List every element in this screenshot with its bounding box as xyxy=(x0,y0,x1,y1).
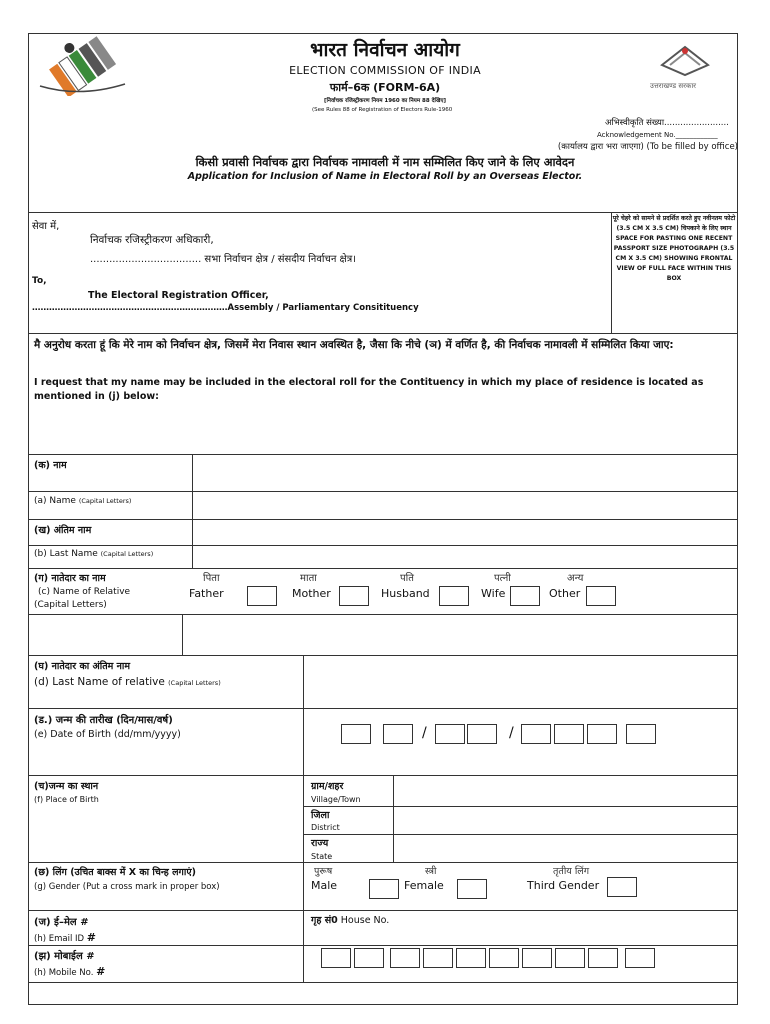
mobile-digit-box[interactable] xyxy=(522,948,552,968)
field-f-english: (f) Place of Birth xyxy=(34,795,99,804)
field-b-english: (b) Last Name xyxy=(34,549,98,559)
request-english: I request that my name may be included in the electoral roll for the Contituency in which my place of residence is located as mentioned in (j) below: xyxy=(34,377,704,402)
relative-last-name-input-area[interactable] xyxy=(305,657,736,707)
relation-wife-english: Wife xyxy=(481,587,506,600)
field-i-english: (h) Mobile No. xyxy=(34,968,94,978)
divider xyxy=(28,655,738,656)
office-note: (कार्यालय द्वारा भरा जाएगा) (To be filled by office) xyxy=(557,142,738,152)
mobile-digit-box[interactable] xyxy=(625,948,655,968)
divider xyxy=(28,708,738,709)
village-input[interactable] xyxy=(395,777,736,805)
dob-day-digit-1[interactable] xyxy=(341,724,371,744)
state-hindi: राज्य xyxy=(311,838,329,849)
relative-name-input-area[interactable] xyxy=(184,616,736,654)
relation-husband-checkbox[interactable] xyxy=(439,586,469,606)
gender-third-hindi: तृतीय लिंग xyxy=(553,866,590,877)
district-input[interactable] xyxy=(395,808,736,833)
mobile-digit-box[interactable] xyxy=(354,948,384,968)
application-title-english: Application for Inclusion of Name in Electoral Roll by an Overseas Elector. xyxy=(187,171,583,182)
ero-hindi: निर्वाचक रजिस्ट्रीकरण अधिकारी, xyxy=(90,234,214,246)
photo-box[interactable] xyxy=(612,214,736,284)
last-name-input-area[interactable] xyxy=(194,521,736,567)
field-b-label xyxy=(34,549,153,559)
dob-year-digit-3[interactable] xyxy=(587,724,617,744)
village-english: Village/Town xyxy=(311,795,361,804)
field-a-english: (a) Name xyxy=(34,496,76,506)
relation-mother-checkbox[interactable] xyxy=(339,586,369,606)
district-hindi: जिला xyxy=(311,810,330,821)
gender-male-english: Male xyxy=(311,879,338,892)
divider xyxy=(303,834,738,835)
dob-month-digit-2[interactable] xyxy=(467,724,497,744)
acknowledgement-hindi: अभिस्वीकृति संख्या........................ xyxy=(605,118,729,128)
field-d-hindi: (घ) नातेदार का अंतिम नाम xyxy=(34,661,131,672)
divider xyxy=(28,519,738,520)
constituency-english: ……………………………………………………………Assembly / Parliamentary Consitituency xyxy=(32,303,419,313)
relation-mother-english: Mother xyxy=(292,587,331,600)
request-hindi: मै अनुरोध करता हूं कि मेरे नाम को निर्वाचन क्षेत्र, जिसमें मेरा निवास स्थान अवस्थित है, जैसा कि नीचे (ञ) में वर्णित है, की निर्वाचक नामावली में सम्मिलित किया जाए: xyxy=(34,339,674,351)
dob-year-digit-1[interactable] xyxy=(521,724,551,744)
column-divider xyxy=(192,454,193,568)
district-english: District xyxy=(311,823,340,832)
divider xyxy=(28,945,738,946)
constituency-hindi: ................................... सभा निर्वाचन क्षेत्र / संसदीय निर्वाचन क्षेत्र। xyxy=(90,254,357,265)
relation-wife-hindi: पत्नी xyxy=(494,573,511,584)
ero-english: The Electoral Registration Officer, xyxy=(88,290,269,301)
field-h-english: (h) Email ID xyxy=(34,934,85,944)
gender-female-hindi: स्त्री xyxy=(425,866,437,877)
date-separator: / xyxy=(422,725,427,741)
field-a-hindi: (क) नाम xyxy=(34,460,67,471)
divider xyxy=(303,806,738,807)
house-number-input[interactable] xyxy=(400,912,736,944)
dob-day-digit-2[interactable] xyxy=(383,724,413,744)
acknowledgement-english: Acknowledgement No.____________ xyxy=(597,131,718,139)
mobile-digit-box[interactable] xyxy=(588,948,618,968)
field-b-note: (Capital Letters) xyxy=(100,550,154,558)
sewa-label: सेवा में, xyxy=(32,221,60,232)
field-h-hindi: (ज) ई–मेल # xyxy=(34,917,89,928)
mobile-digit-box[interactable] xyxy=(456,948,486,968)
house-label xyxy=(311,913,389,926)
relation-father-checkbox[interactable] xyxy=(247,586,277,606)
dob-month-digit-1[interactable] xyxy=(435,724,465,744)
field-c-english: (c) Name of Relative xyxy=(38,587,131,597)
gender-male-hindi: पुरूष xyxy=(314,866,333,877)
state-input[interactable] xyxy=(395,836,736,861)
divider xyxy=(28,454,738,455)
relation-husband-english: Husband xyxy=(381,587,430,600)
hash-mark: # xyxy=(86,931,96,944)
relation-mother-hindi: माता xyxy=(300,573,317,584)
dob-year-digit-2[interactable] xyxy=(554,724,584,744)
gender-third-checkbox[interactable] xyxy=(607,877,637,897)
field-c-hindi: (ग) नातेदार का नाम xyxy=(34,573,106,584)
relation-father-english: Father xyxy=(189,587,224,600)
divider xyxy=(28,862,738,863)
to-label: To, xyxy=(32,276,47,286)
field-f-hindi: (च)जन्म का स्थान xyxy=(34,781,99,792)
photo-box-hindi: पूरे चेहरे को सामने से प्रदर्शित करते हुए नवीनतम फोटो (3.5 CM X 3.5 CM) चिपकाने के लिए स्थान xyxy=(612,215,736,232)
mobile-digit-box[interactable] xyxy=(321,948,351,968)
gender-male-checkbox[interactable] xyxy=(369,879,399,899)
dob-year-digit-4[interactable] xyxy=(626,724,656,744)
relation-other-hindi: अन्य xyxy=(567,573,584,584)
divider xyxy=(28,212,738,213)
house-hindi: गृह सं0 xyxy=(311,915,338,926)
divider xyxy=(28,982,738,983)
gender-female-checkbox[interactable] xyxy=(457,879,487,899)
photo-box-english: SPACE FOR PASTING ONE RECENT PASSPORT SIZE PHOTOGRAPH (3.5 CM X 3.5 CM) SHOWING FRONTAL VIEW OF FULL FACE WITHIN THIS BOX xyxy=(613,235,735,282)
divider xyxy=(28,614,738,615)
uttarakhand-logo-icon xyxy=(660,45,710,77)
hash-mark: # xyxy=(96,965,106,978)
title-english: ELECTION COMMISSION OF INDIA xyxy=(289,64,481,77)
column-divider xyxy=(182,614,183,655)
field-b-hindi: (ख) अंतिम नाम xyxy=(34,525,92,536)
column-divider xyxy=(303,655,304,982)
relation-father-hindi: पिता xyxy=(203,573,220,584)
relation-other-checkbox[interactable] xyxy=(586,586,616,606)
name-input-area[interactable] xyxy=(194,456,736,518)
field-d-note: (Capital Letters) xyxy=(168,679,221,687)
field-e-hindi: (ड.) जन्म की तारीख (दिन/मास/वर्ष) xyxy=(34,715,173,726)
state-english: State xyxy=(311,852,333,861)
field-d-english: (d) Last Name of relative xyxy=(34,676,165,688)
relation-other-english: Other xyxy=(549,587,581,600)
mobile-digit-box[interactable] xyxy=(423,948,453,968)
field-g-hindi: (छ) लिंग (उचित बाक्स में X का चिन्ह लगाएं) xyxy=(34,867,196,878)
field-a-note: (Capital Letters) xyxy=(78,497,132,505)
field-d-label xyxy=(34,676,221,688)
field-g-english: (g) Gender (Put a cross mark in proper box) xyxy=(34,882,220,892)
rule-hindi: [निर्वाचक रजिस्ट्रीकरण नियम 1960 का नियम 88 देखिए] xyxy=(323,98,447,104)
form-number: फार्म–6क (FORM-6A) xyxy=(329,81,441,94)
relation-wife-checkbox[interactable] xyxy=(510,586,540,606)
field-a-label xyxy=(34,496,131,506)
mobile-digit-box[interactable] xyxy=(555,948,585,968)
divider xyxy=(28,568,738,569)
field-e-english: (e) Date of Birth (dd/mm/yyyy) xyxy=(34,729,181,740)
rule-english: (See Rules 88 of Registration of Electors Rule-1960 xyxy=(312,107,453,113)
title-hindi: भारत निर्वाचन आयोग xyxy=(310,39,460,61)
divider xyxy=(28,333,738,334)
gender-third-english: Third Gender xyxy=(527,879,600,892)
column-divider xyxy=(393,775,394,862)
field-i-hindi: (झ) मोबाईल # xyxy=(34,951,95,962)
field-i-label xyxy=(34,965,105,978)
gender-female-english: Female xyxy=(404,879,444,892)
divider xyxy=(28,910,738,911)
field-c-note: (Capital Letters) xyxy=(34,600,107,610)
mobile-digit-box[interactable] xyxy=(489,948,519,968)
uttarakhand-logo-text: उत्तराखण्ड सरकार xyxy=(650,82,697,90)
relation-husband-hindi: पति xyxy=(400,573,414,584)
village-hindi: ग्राम/शहर xyxy=(311,781,344,792)
eci-logo-icon xyxy=(35,36,130,96)
email-input-area[interactable] xyxy=(34,912,300,944)
date-separator: / xyxy=(509,725,514,741)
application-title-hindi: किसी प्रवासी निर्वाचक द्वारा निर्वाचक नामावली में नाम सम्मिलित किए जाने के लिए आवेदन xyxy=(195,155,575,169)
mobile-digit-box[interactable] xyxy=(390,948,420,968)
divider xyxy=(28,775,738,776)
house-english: House No. xyxy=(340,915,390,926)
